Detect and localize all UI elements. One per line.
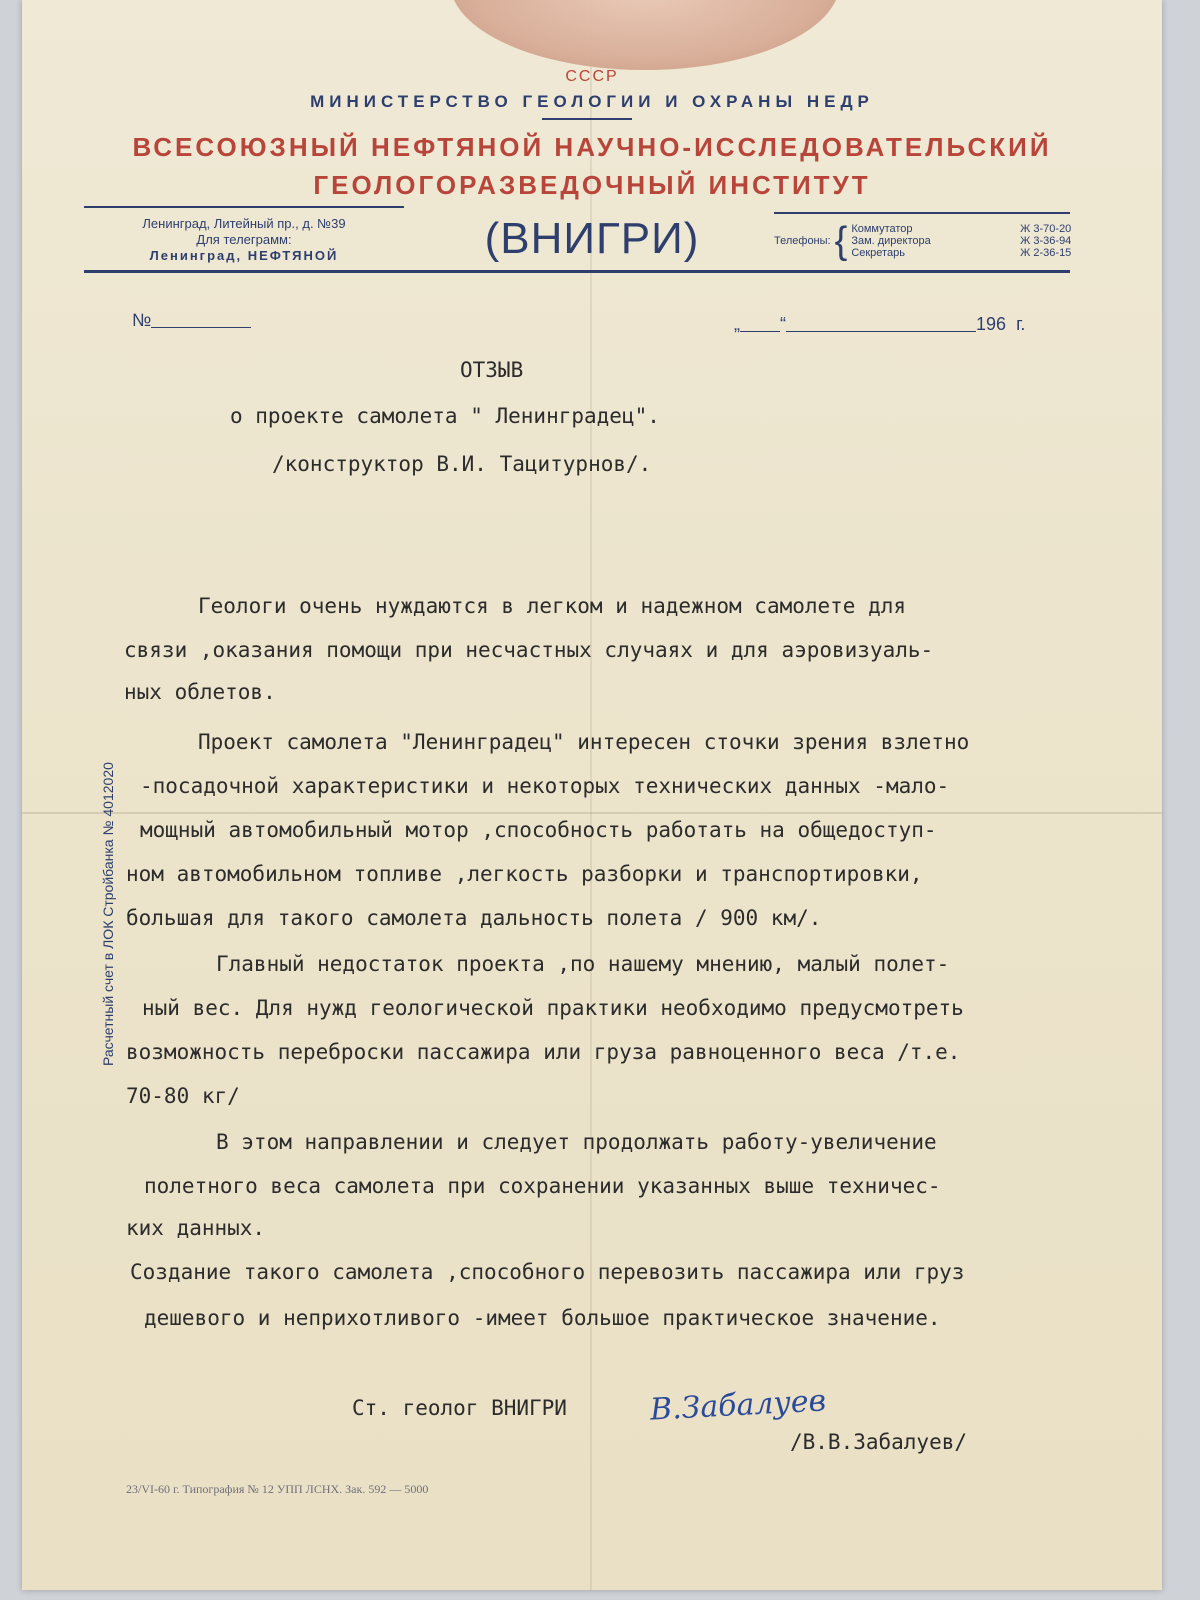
address-line1: Ленинград, Литейный пр., д. №39 <box>142 216 346 231</box>
letterhead-institute-line1: ВСЕСОЮЗНЫЙ НЕФТЯНОЙ НАУЧНО-ИССЛЕДОВАТЕЛЬСКИЙ <box>132 132 1052 162</box>
letterhead-abbreviation: (ВНИГРИ) <box>484 214 700 263</box>
address-line2: Для телеграмм: <box>196 232 292 247</box>
body-line: связи ,оказания помощи при несчастных случаях и для аэровизуаль- <box>124 638 934 662</box>
body-line: мощный автомобильный мотор ,способность работать на общедоступ- <box>140 818 937 842</box>
body-line: ных облетов. <box>124 680 276 704</box>
date-year: 196 <box>976 314 1007 334</box>
phones-list <box>851 223 1071 259</box>
body-line: -посадочной характеристики и некоторых технических данных -мало- <box>140 774 950 798</box>
body-line: дешевого и неприхотливого -имеет большое практическое значение. <box>144 1306 941 1330</box>
body-line: большая для такого самолета дальность полета / 900 км/. <box>126 906 822 930</box>
letterhead-short-rule <box>542 118 632 120</box>
body-line: В этом направлении и следует продолжать работу-увеличение <box>216 1130 937 1154</box>
body-line: Главный недостаток проекта ,по нашему мнению, малый полет- <box>216 952 950 976</box>
number-blank <box>151 327 251 328</box>
body-line: 70-80 кг/ <box>126 1084 240 1108</box>
letter-subtitle-line2: /конструктор В.И. Тацитурнов/. <box>272 452 652 476</box>
signer-title: Ст. геолог ВНИГРИ <box>352 1396 567 1420</box>
fold-line-horizontal <box>22 812 1162 814</box>
body-line: ный вес. Для нужд геологической практики необходимо предусмотреть <box>142 996 964 1020</box>
bank-account-vertical: Расчетный счет в ЛОК Стройбанка № 4012020 <box>100 762 116 1066</box>
body-line: полетного веса самолета при сохранении указанных выше техничес- <box>144 1174 941 1198</box>
body-line: ких данных. <box>126 1216 266 1240</box>
letterhead-ussr: СССР <box>565 68 619 85</box>
letter-title: ОТЗЫВ <box>460 358 524 382</box>
letterhead-ministry: МИНИСТЕРСТВО ГЕОЛОГИИ И ОХРАНЫ НЕДР <box>310 92 874 111</box>
letterhead-phones <box>774 222 1071 260</box>
phone-row: Коммутатор Ж 3-70-20 <box>851 223 1072 235</box>
body-line: возможность переброски пассажира или груза равноценного веса /т.е. <box>126 1040 961 1064</box>
body-line: Проект самолета "Ленинградец" интересен сточки зрения взлетно <box>198 730 970 754</box>
letterhead-institute-line2: ГЕОЛОГОРАЗВЕДОЧНЫЙ ИНСТИТУТ <box>313 170 871 200</box>
phones-label: Телефоны: <box>774 235 831 247</box>
date-suffix: г. <box>1016 314 1026 334</box>
body-line: Создание такого самолета ,способного перевозить пассажира или груз <box>130 1260 965 1284</box>
phone-row: Зам. директора Ж 3-36-94 <box>851 235 1072 247</box>
number-label: № <box>132 310 152 330</box>
letter-subtitle-line1: о проекте самолета " Ленинградец". <box>230 404 660 428</box>
brace-icon: { <box>834 220 848 262</box>
body-line: ном автомобильном топливе ,легкость разборки и транспортировки, <box>126 862 923 886</box>
letterhead-bottom-rule <box>84 270 1070 273</box>
document-number-field <box>132 310 251 331</box>
document-sheet <box>22 0 1162 1590</box>
signer-name: /В.В.Забалуев/ <box>790 1430 968 1454</box>
handwritten-signature: В.Забалуев <box>649 1383 827 1428</box>
letterhead-rule-left <box>84 206 404 208</box>
address-line3: Ленинград, НЕФТЯНОЙ <box>149 248 339 263</box>
printer-note: 23/VI-60 г. Типография № 12 УПП ЛСНХ. Зак. 592 — 5000 <box>126 1482 429 1496</box>
document-date-field: „ “ 196 г. <box>734 314 1026 334</box>
phone-row: Секретарь Ж 2-36-15 <box>851 247 1072 259</box>
body-line: Геологи очень нуждаются в легком и надежном самолете для <box>198 594 907 618</box>
